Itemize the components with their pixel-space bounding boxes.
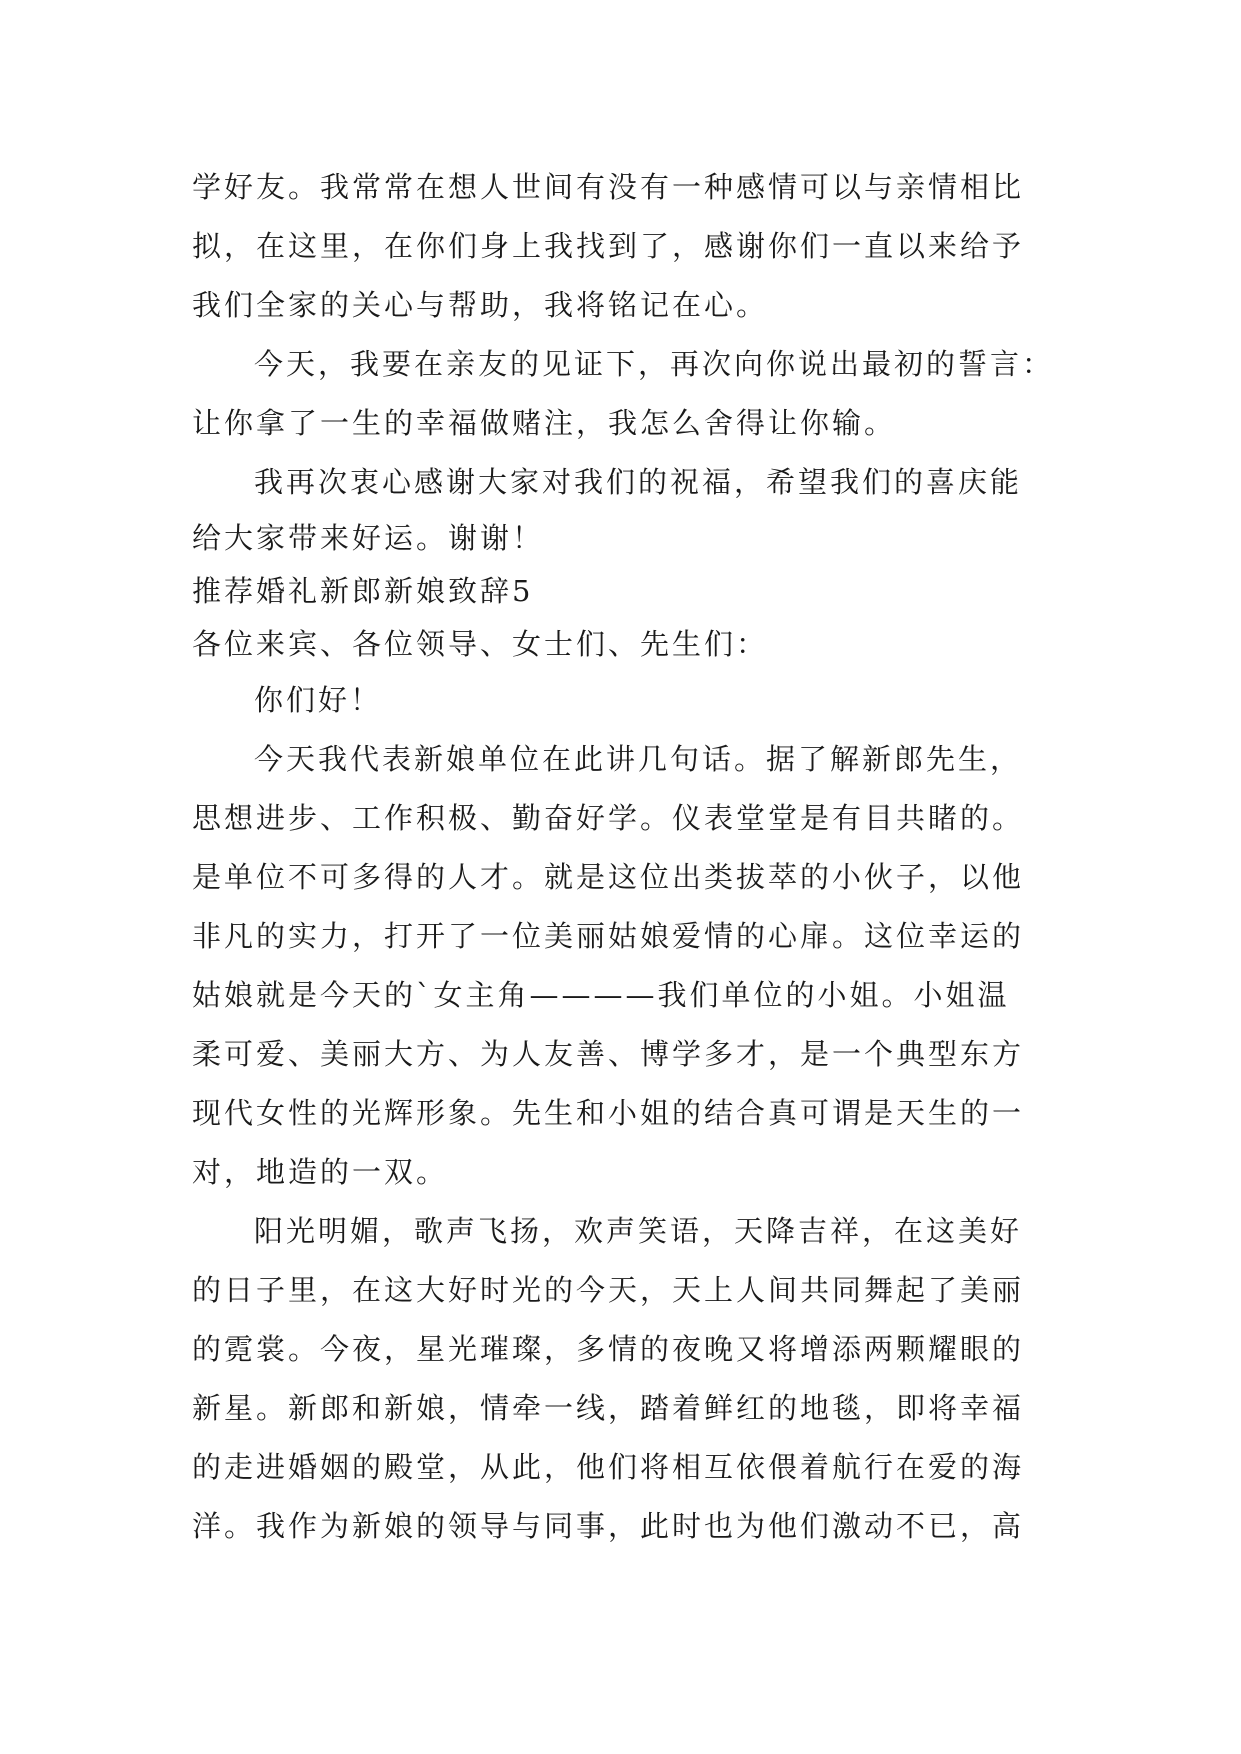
text-line: 新星。新郎和新娘，情牵一线，踏着鲜红的地毯，即将幸福	[192, 1391, 1025, 1425]
text-line: 的走进婚姻的殿堂，从此，他们将相互依偎着航行在爱的海	[192, 1450, 1025, 1484]
text-line: 阳光明媚，歌声飞扬，欢声笑语，天降吉祥，在这美好	[254, 1214, 1023, 1248]
text-line: 的霓裳。今夜，星光璀璨，多情的夜晚又将增添两颗耀眼的	[192, 1332, 1025, 1366]
text-line: 思想进步、工作积极、勤奋好学。仪表堂堂是有目共睹的。	[192, 801, 1025, 835]
document-body	[192, 158, 1062, 1556]
text-line: 给大家带来好运。谢谢！	[192, 521, 545, 555]
text-line: 你们好！	[254, 683, 383, 717]
text-line: 学好友。我常常在想人世间有没有一种感情可以与亲情相比	[192, 170, 1025, 204]
text-line: 拟，在这里，在你们身上我找到了，感谢你们一直以来给予	[192, 229, 1025, 263]
text-line: 对，地造的一双。	[192, 1155, 449, 1189]
text-line: 是单位不可多得的人才。就是这位出类拔萃的小伙子，以他	[192, 860, 1025, 894]
text-line: 非凡的实力，打开了一位美丽姑娘爱情的心扉。这位幸运的	[192, 919, 1025, 953]
section-heading: 推荐婚礼新郎新娘致辞5	[192, 574, 534, 608]
text-line: 柔可爱、美丽大方、为人友善、博学多才，是一个典型东方	[192, 1037, 1025, 1071]
salutation: 各位来宾、各位领导、女士们、先生们：	[192, 627, 769, 661]
text-line: 的日子里，在这大好时光的今天，天上人间共同舞起了美丽	[192, 1273, 1025, 1307]
text-line: 我再次衷心感谢大家对我们的祝福，希望我们的喜庆能	[254, 465, 1023, 499]
text-line: 洋。我作为新娘的领导与同事，此时也为他们激动不已，高	[192, 1509, 1025, 1543]
text-line: 今天，我要在亲友的见证下，再次向你说出最初的誓言：	[254, 347, 1055, 381]
text-line: 今天我代表新娘单位在此讲几句话。据了解新郎先生，	[254, 742, 1023, 776]
text-line: 现代女性的光辉形象。先生和小姐的结合真可谓是天生的一	[192, 1096, 1025, 1130]
text-line: 姑娘就是今天的`女主角————我们单位的小姐。小姐温	[192, 978, 1010, 1012]
text-line: 我们全家的关心与帮助，我将铭记在心。	[192, 288, 769, 322]
text-line: 让你拿了一生的幸福做赌注，我怎么舍得让你输。	[192, 406, 897, 440]
